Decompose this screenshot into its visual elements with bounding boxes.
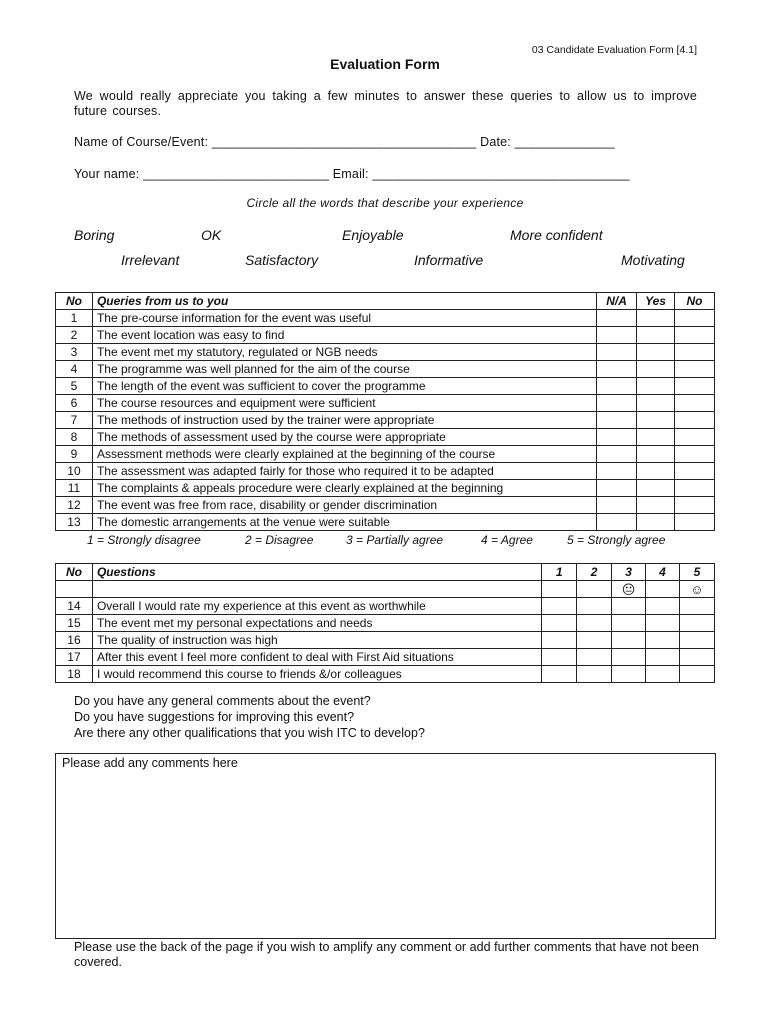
rating-4-cell[interactable]: [646, 598, 680, 615]
rating-5-cell[interactable]: [679, 598, 714, 615]
table-row: [56, 429, 715, 446]
rating-4-cell[interactable]: [646, 666, 680, 683]
face-row-blank: [56, 581, 93, 598]
answer-yes-cell[interactable]: [637, 514, 675, 531]
answer-yes-cell[interactable]: [637, 395, 675, 412]
answer-na-cell[interactable]: [597, 378, 637, 395]
rating-5-cell[interactable]: [679, 632, 714, 649]
rating-4-cell[interactable]: [646, 649, 680, 666]
name-email-field[interactable]: Your name: __________________________ Email: ____________________________________: [74, 167, 630, 181]
word-boring[interactable]: Boring: [74, 227, 115, 243]
answer-no-cell[interactable]: [675, 361, 715, 378]
answer-yes-cell[interactable]: [637, 480, 675, 497]
word-more-confident[interactable]: More confident: [510, 227, 603, 243]
rating-5-cell[interactable]: [679, 649, 714, 666]
answer-na-cell[interactable]: [597, 480, 637, 497]
answer-na-cell[interactable]: [597, 395, 637, 412]
table-row: [56, 666, 715, 683]
row-query: The methods of assessment used by the course were appropriate: [92, 429, 596, 446]
rating-3-cell[interactable]: [612, 598, 646, 615]
table-row: [56, 598, 715, 615]
row-number: 18: [56, 666, 93, 683]
row-number: 3: [56, 344, 93, 361]
prompt-general-comments: Do you have any general comments about the event?: [74, 694, 371, 708]
row-query: The event location was easy to find: [92, 327, 596, 344]
answer-yes-cell[interactable]: [637, 327, 675, 344]
face-row-blank: [577, 581, 612, 598]
answer-na-cell[interactable]: [597, 429, 637, 446]
intro-text: We would really appreciate you taking a few minutes to answer these queries to allow us to improve future courses.: [74, 89, 697, 118]
answer-no-cell[interactable]: [675, 412, 715, 429]
answer-no-cell[interactable]: [675, 378, 715, 395]
col-header-na: N/A: [597, 293, 637, 310]
row-number: 2: [56, 327, 93, 344]
answer-no-cell[interactable]: [675, 344, 715, 361]
word-motivating[interactable]: Motivating: [621, 252, 685, 268]
col-header-questions: Questions: [92, 564, 541, 581]
scale-5: 5 = Strongly agree: [567, 533, 666, 547]
answer-yes-cell[interactable]: [637, 344, 675, 361]
table-row: [56, 378, 715, 395]
rating-1-cell[interactable]: [542, 615, 577, 632]
face-row-blank: [646, 581, 680, 598]
rating-2-cell[interactable]: [577, 615, 612, 632]
col-header-yes: Yes: [637, 293, 675, 310]
answer-yes-cell[interactable]: [637, 446, 675, 463]
scale-2: 2 = Disagree: [245, 533, 314, 547]
col-header-no-answer: No: [675, 293, 715, 310]
answer-yes-cell[interactable]: [637, 429, 675, 446]
table-row: [56, 327, 715, 344]
prompt-suggestions: Do you have suggestions for improving this event?: [74, 710, 355, 724]
answer-yes-cell[interactable]: [637, 497, 675, 514]
row-question: The event met my personal expectations and needs: [92, 615, 541, 632]
row-number: 7: [56, 412, 93, 429]
table-row: [56, 344, 715, 361]
course-date-field[interactable]: Name of Course/Event: _____________________________________ Date: ______________: [74, 135, 615, 149]
col-header-5: 5: [679, 564, 714, 581]
row-number: 9: [56, 446, 93, 463]
rating-3-cell[interactable]: [612, 666, 646, 683]
row-number: 12: [56, 497, 93, 514]
rating-1-cell[interactable]: [542, 666, 577, 683]
word-informative[interactable]: Informative: [414, 252, 484, 268]
answer-na-cell[interactable]: [597, 327, 637, 344]
rating-3-cell[interactable]: [612, 649, 646, 666]
prompt-qualifications: Are there any other qualifications that you wish ITC to develop?: [74, 726, 425, 740]
ratings-table: [55, 563, 715, 683]
answer-no-cell[interactable]: [675, 463, 715, 480]
row-query: The length of the event was sufficient to cover the programme: [92, 378, 596, 395]
comments-box[interactable]: [55, 753, 716, 939]
rating-3-cell[interactable]: [612, 632, 646, 649]
answer-no-cell[interactable]: [675, 429, 715, 446]
answer-na-cell[interactable]: [597, 412, 637, 429]
answer-no-cell[interactable]: [675, 327, 715, 344]
rating-2-cell[interactable]: [577, 598, 612, 615]
rating-2-cell[interactable]: [577, 632, 612, 649]
answer-na-cell[interactable]: [597, 463, 637, 480]
answer-na-cell[interactable]: [597, 344, 637, 361]
row-number: 8: [56, 429, 93, 446]
row-query: The event met my statutory, regulated or NGB needs: [92, 344, 596, 361]
answer-na-cell[interactable]: [597, 497, 637, 514]
table-row: [56, 615, 715, 632]
rating-1-cell[interactable]: [542, 598, 577, 615]
row-number: 17: [56, 649, 93, 666]
row-query: The pre-course information for the event was useful: [92, 310, 596, 327]
answer-na-cell[interactable]: [597, 310, 637, 327]
word-enjoyable[interactable]: Enjoyable: [342, 227, 404, 243]
answer-na-cell[interactable]: [597, 446, 637, 463]
rating-4-cell[interactable]: [646, 615, 680, 632]
table-row: [56, 395, 715, 412]
row-number: 15: [56, 615, 93, 632]
table-row: [56, 361, 715, 378]
table-row: [56, 480, 715, 497]
row-query: The assessment was adapted fairly for those who required it to be adapted: [92, 463, 596, 480]
col-header-no: No: [56, 564, 93, 581]
table-row: [56, 412, 715, 429]
row-number: 11: [56, 480, 93, 497]
rating-1-cell[interactable]: [542, 649, 577, 666]
row-query: The domestic arrangements at the venue were suitable: [92, 514, 596, 531]
comment-prompts: [74, 693, 425, 741]
answer-no-cell[interactable]: [675, 480, 715, 497]
circle-instruction: Circle all the words that describe your experience: [246, 196, 524, 210]
answer-yes-cell[interactable]: [637, 412, 675, 429]
rating-3-cell[interactable]: [612, 615, 646, 632]
table-row: [56, 310, 715, 327]
answer-yes-cell[interactable]: [637, 378, 675, 395]
answer-yes-cell[interactable]: [637, 361, 675, 378]
answer-no-cell[interactable]: [675, 497, 715, 514]
rating-4-cell[interactable]: [646, 632, 680, 649]
answer-no-cell[interactable]: [675, 310, 715, 327]
row-query: The complaints & appeals procedure were clearly explained at the beginning: [92, 480, 596, 497]
row-query: The event was free from race, disability or gender discrimination: [92, 497, 596, 514]
row-question: The quality of instruction was high: [92, 632, 541, 649]
row-number: 5: [56, 378, 93, 395]
row-query: The course resources and equipment were sufficient: [92, 395, 596, 412]
row-query: The programme was well planned for the aim of the course: [92, 361, 596, 378]
rating-5-cell[interactable]: [679, 615, 714, 632]
answer-yes-cell[interactable]: [637, 310, 675, 327]
table-row: [56, 497, 715, 514]
answer-yes-cell[interactable]: [637, 463, 675, 480]
row-number: 13: [56, 514, 93, 531]
col-header-no: No: [56, 293, 93, 310]
comments-box-label: Please add any comments here: [62, 756, 238, 770]
row-number: 4: [56, 361, 93, 378]
rating-2-cell[interactable]: [577, 649, 612, 666]
col-header-4: 4: [646, 564, 680, 581]
word-irrelevant[interactable]: Irrelevant: [121, 252, 180, 268]
form-reference: 03 Candidate Evaluation Form [4.1]: [531, 44, 697, 56]
col-header-query: Queries from us to you: [92, 293, 596, 310]
col-header-1: 1: [542, 564, 577, 581]
scale-3: 3 = Partially agree: [346, 533, 444, 547]
row-number: 10: [56, 463, 93, 480]
row-query: Assessment methods were clearly explained at the beginning of the course: [92, 446, 596, 463]
answer-no-cell[interactable]: [675, 395, 715, 412]
table-row: [56, 649, 715, 666]
word-satisfactory[interactable]: Satisfactory: [245, 252, 319, 268]
col-header-3: 3: [612, 564, 646, 581]
page-title: Evaluation Form: [330, 56, 440, 72]
table-row: [56, 446, 715, 463]
answer-na-cell[interactable]: [597, 514, 637, 531]
table-row: [56, 514, 715, 531]
face-row-blank: [92, 581, 541, 598]
scale-4: 4 = Agree: [481, 533, 533, 547]
scale-1: 1 = Strongly disagree: [87, 533, 201, 547]
queries-table: [55, 292, 715, 531]
table-row: [56, 632, 715, 649]
row-question: I would recommend this course to friends &/or colleagues: [92, 666, 541, 683]
face-row-blank: [542, 581, 577, 598]
row-question: Overall I would rate my experience at this event as worthwhile: [92, 598, 541, 615]
row-number: 1: [56, 310, 93, 327]
rating-1-cell[interactable]: [542, 632, 577, 649]
word-ok[interactable]: OK: [201, 227, 222, 243]
row-number: 14: [56, 598, 93, 615]
row-number: 16: [56, 632, 93, 649]
row-question: After this event I feel more confident to deal with First Aid situations: [92, 649, 541, 666]
row-number: 6: [56, 395, 93, 412]
answer-na-cell[interactable]: [597, 361, 637, 378]
answer-no-cell[interactable]: [675, 446, 715, 463]
answer-no-cell[interactable]: [675, 514, 715, 531]
footer-note: Please use the back of the page if you wish to amplify any comment or add further comments that have not been covered.: [74, 940, 699, 969]
neutral-face-icon: 😐: [612, 581, 646, 598]
row-query: The methods of instruction used by the trainer were appropriate: [92, 412, 596, 429]
table-row: [56, 463, 715, 480]
happy-face-icon: ☺: [679, 581, 714, 598]
rating-2-cell[interactable]: [577, 666, 612, 683]
rating-5-cell[interactable]: [679, 666, 714, 683]
col-header-2: 2: [577, 564, 612, 581]
